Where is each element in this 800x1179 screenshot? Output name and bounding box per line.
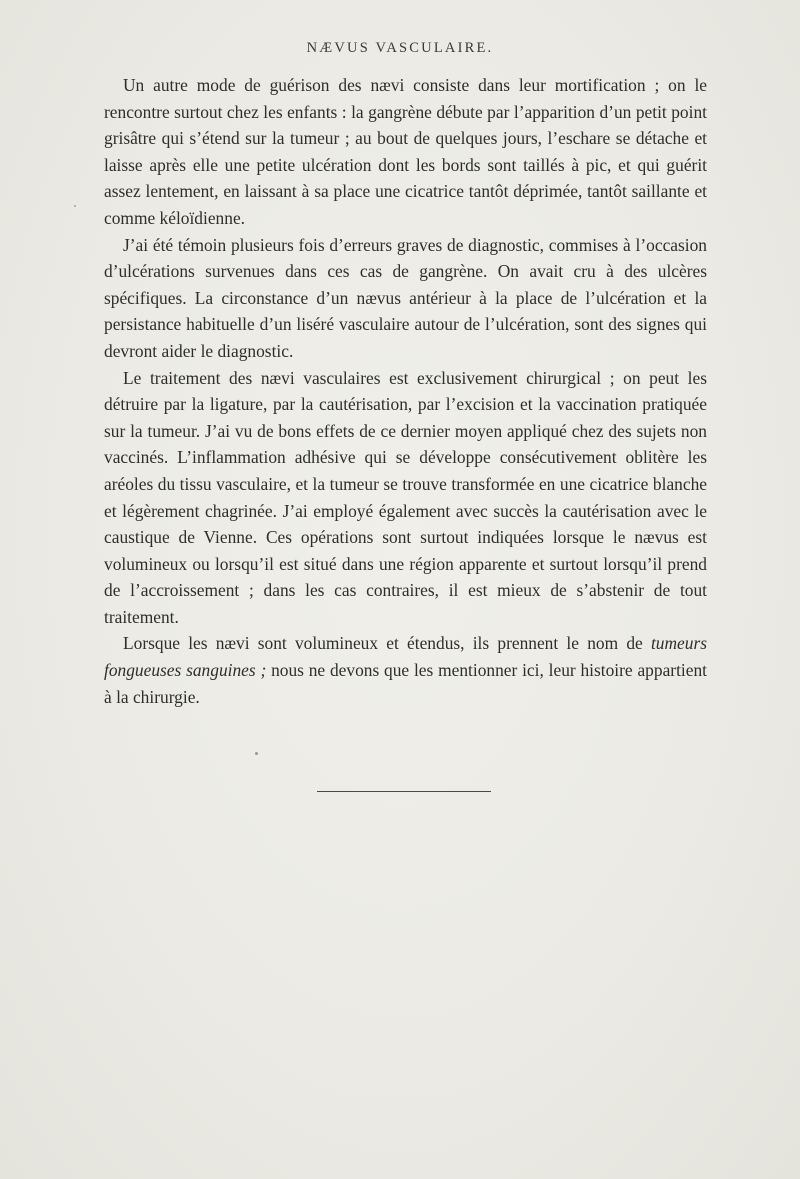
paragraph-fungous-tumors	[104, 630, 707, 710]
paragraph-fungous-tumors-end: nous ne devons que les mentionner ici, leur histoire appartient à la chirurgie.	[104, 660, 707, 707]
section-end-rule	[317, 791, 491, 792]
paragraph-mortification: Un autre mode de guérison des nævi consiste dans leur mortification ; on le rencontre surtout chez les enfants : la gangrène débute par l’apparition d’un petit point grisâtre qui s’étend sur la tumeur ; au bout de quelques jours, l’eschare se détache et laisse après elle une petite ulcération dont les bords sont taillés à pic, et qui guérit assez lentement, en laissant à sa place une cicatrice tantôt déprimée, tantôt saillante et comme kéloïdienne.	[104, 75, 707, 228]
paragraph-treatment: Le traitement des nævi vasculaires est exclusivement chirurgical ; on peut les détruire par la ligature, par la cautérisation, par l’excision et la vaccination pratiquée sur la tumeur. J’ai vu de bons effets de ce dernier moyen appliqué chez des sujets non vaccinés. L’inflammation adhésive qui se développe consécutivement oblitère les aréoles du tissu vasculaire, et la tumeur se trouve transformée en une cicatrice blanche et légèrement chagrinée. J’ai employé également avec succès la cautérisation avec le caustique de Vienne. Ces opérations sont surtout indiquées lorsque le nævus est volumineux ou lorsqu’il est situé dans une région apparente et surtout lorsqu’il prend de l’accroissement ; dans les cas contraires, il est mieux de s’abstenir de tout traitement.	[104, 367, 707, 627]
paragraph-fungous-tumors-start: Lorsque les nævi sont volumineux et étendus, ils prennent le nom de	[123, 633, 651, 654]
paragraph-diagnostic-errors: J’ai été témoin plusieurs fois d’erreurs graves de diagnostic, commises à l’occasion d’ulcérations survenues dans ces cas de gangrène. On avait cru à des ulcères spécifiques. La circonstance d’un nævus antérieur à la place de l’ulcération et la persistance habituelle d’un liséré vasculaire autour de l’ulcération, sont des signes qui devront aider le diagnostic.	[104, 234, 707, 361]
italic-term: tumeurs fongueuses sanguines ;	[104, 633, 707, 681]
paper-speck	[255, 752, 258, 755]
running-head: NÆVUS VASCULAIRE.	[306, 40, 494, 56]
body-text	[104, 72, 707, 710]
paper-speck	[74, 205, 76, 207]
